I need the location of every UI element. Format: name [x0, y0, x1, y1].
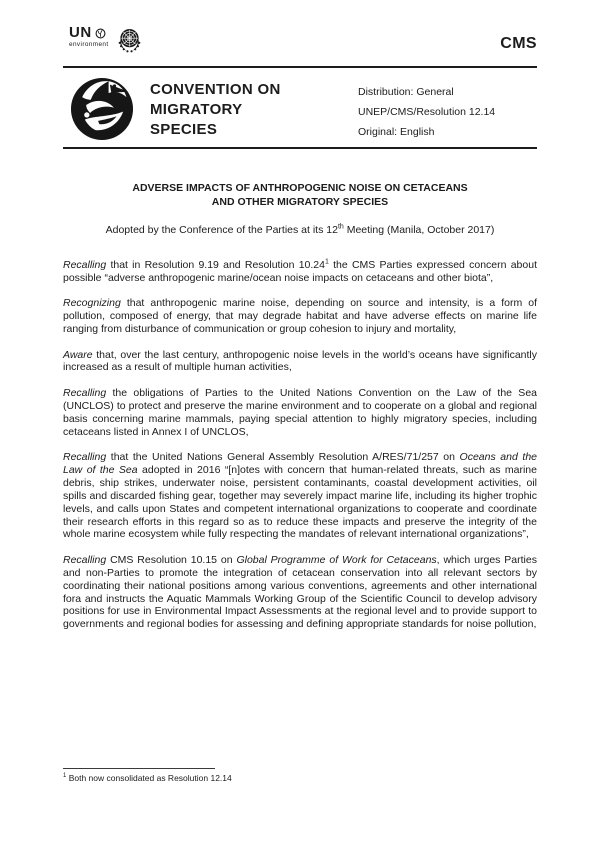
paragraph	[63, 349, 537, 375]
header-mid-row	[63, 68, 537, 147]
paragraph	[63, 297, 537, 336]
un-environment-logo-subtext: environment	[69, 41, 109, 48]
cms-acronym-label: CMS	[500, 35, 537, 52]
un-environment-logo-row	[69, 26, 109, 40]
paragraph	[63, 451, 537, 541]
footnote-text: Both now consolidated as Resolution 12.14	[66, 773, 232, 783]
paragraph-run: CMS Resolution 10.15 on	[106, 553, 237, 566]
paragraph	[63, 259, 537, 285]
un-logo-text: UN	[69, 24, 92, 41]
cms-logo	[69, 76, 135, 142]
paragraph-run: Oceans and the Law of the Sea	[63, 450, 537, 476]
un-emblem-icon	[116, 26, 143, 53]
ordinal-superscript: th	[337, 223, 344, 231]
document-title	[63, 182, 537, 209]
divider-bottom-wrap	[0, 147, 600, 149]
paragraph-run: Recalling	[63, 386, 107, 399]
header-mid-wrap	[0, 68, 600, 147]
footnote	[63, 773, 537, 784]
paragraph-run: that in Resolution 9.19 and Resolution 10.24	[106, 259, 325, 271]
paragraph-run: that anthropogenic marine noise, depending on source and intensity, is a form of pollution, composed of energy, that may degrade habitat and have adverse effects on marine life ranging from disturbance of communication or group cohesion to injury and mortality,	[63, 297, 537, 336]
divider-bottom	[63, 147, 537, 149]
document-meta	[358, 76, 537, 142]
paragraph-run: adopted in 2016 “[n]otes with concern that human-related threats, such as marine debris, ship strikes, underwater noise, persistent contaminants, coastal development activities, oil spills and discarded fishing gear, together may severely impact marine life, including its higher trophic levels, and calls upon States and competent international organizations to cooperate and coordinate their research efforts in this regard so as to reduce these impacts and preserve the integrity of the whole marine ecosystem while fully respecting the mandates of relevant international organizations”,	[63, 463, 537, 541]
footnote-marker: 1	[63, 773, 67, 780]
meta-original-language: Original: English	[358, 126, 435, 138]
paragraph	[63, 554, 537, 631]
paragraph-run: Recalling	[63, 450, 107, 463]
paragraph-run: 1	[325, 258, 329, 266]
paragraphs-container	[63, 259, 537, 631]
organization-name-line: SPECIES	[150, 121, 218, 138]
paragraph	[63, 387, 537, 439]
paragraph-run: Recognizing	[63, 297, 121, 310]
organization-name-line: MIGRATORY	[150, 101, 243, 118]
footnote-area	[63, 768, 537, 784]
paragraph-run: Global Programme of Work for Cetaceans	[236, 553, 437, 566]
paragraph-run: Recalling	[63, 259, 107, 271]
document-header	[0, 0, 600, 66]
header-top-row	[63, 0, 537, 66]
organization-name-line: CONVENTION ON	[150, 81, 281, 98]
paragraph-run: that, over the last century, anthropogenic noise levels in the world’s oceans have significantly increased as a result of multiple human activities,	[63, 348, 537, 374]
meta-distribution: Distribution: General	[358, 86, 454, 98]
paragraph-run: Aware	[63, 348, 93, 361]
paragraph-run: Recalling	[63, 553, 107, 566]
paragraph-run: that the United Nations General Assembly Resolution A/RES/71/257 on	[106, 450, 460, 463]
document-title-line: AND OTHER MIGRATORY SPECIES	[211, 195, 389, 208]
document-title-line: ADVERSE IMPACTS OF ANTHROPOGENIC NOISE ON CETACEANS	[132, 182, 468, 194]
paragraph-run: the obligations of Parties to the United Nations Convention on the Law of the Sea (UNCLOS) to protect and preserve the marine environment and to cooperate on a global and regional basis concerning marine mammals, paying special attention to highly migratory species, including cetaceans listed in Annex I of UNCLOS,	[63, 386, 537, 438]
unep-globe-icon	[95, 28, 106, 39]
paragraph-run: , which urges Parties and non-Parties to promote the integration of cetacean conservation into all relevant sectors by coordinating their national positions among various conventions, agreements and other international fora and instructs the Aquatic Mammals Working Group of the Scientific Council to develop advisory positions for use in Environmental Impact Assessments at the regional level and to provide support to governments and regional bodies for assessing and defining appropriate standards for noise pollution,	[63, 553, 537, 631]
adoption-subtitle	[63, 224, 537, 236]
organization-name	[150, 76, 281, 140]
document-body	[0, 182, 600, 631]
meta-reference: UNEP/CMS/Resolution 12.14	[358, 106, 496, 118]
footnote-divider	[63, 768, 215, 769]
un-environment-logo	[69, 26, 109, 48]
adoption-subtitle-text: Meeting (Manila, October 2017)	[343, 224, 495, 236]
paragraph-run: the CMS Parties expressed concern about possible “adverse anthropogenic marine/ocean noise impacts on cetaceans and other biota”,	[63, 259, 537, 284]
adoption-subtitle-text: Adopted by the Conference of the Parties at its 12	[105, 224, 338, 236]
